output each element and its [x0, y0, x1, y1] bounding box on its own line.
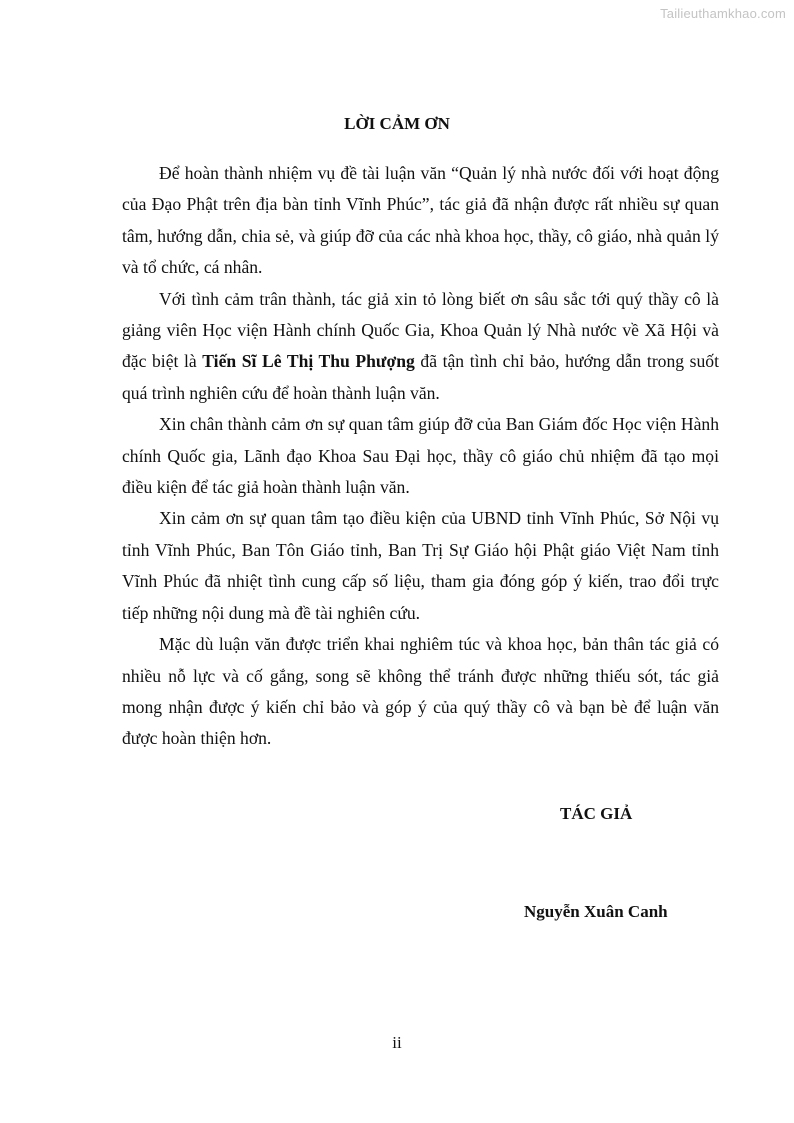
paragraph-2-end: đã tận tình chỉ bảo, hướng dẫn trong suốt quá trình nghiên cứu để hoàn thành luận văn.	[122, 351, 719, 403]
paragraph-4: Xin cảm ơn sự quan tâm tạo điều kiện của UBND tỉnh Vĩnh Phúc, Sở Nội vụ tỉnh Vĩnh Phúc, Ban Tôn Giáo tỉnh, Ban Trị Sự Giáo hội Phật giáo Việt Nam tỉnh Vĩnh Phúc đã nhiệt tình cung cấp số liệu, tham gia đóng góp ý kiến, trao đổi trực tiếp những nội dung mà đề tài nghiên cứu.	[122, 508, 719, 623]
watermark-text: Tailieuthamkhao.com	[660, 6, 786, 21]
paragraph-1: Để hoàn thành nhiệm vụ đề tài luận văn “Quản lý nhà nước đối với hoạt động của Đạo Phật trên địa bàn tỉnh Vĩnh Phúc”, tác giả đã nhận được rất nhiều sự quan tâm, hướng dẫn, chia sẻ, và giúp đỡ của các nhà khoa học, thầy, cô giáo, nhà quản lý và tổ chức, cá nhân.	[122, 163, 719, 278]
paragraph-2	[122, 284, 719, 410]
acknowledgement-body	[122, 158, 719, 755]
supervisor-name: Tiến Sĩ Lê Thị Thu Phượng	[202, 351, 415, 372]
page-number: ii	[392, 1033, 402, 1052]
paragraph-2-start: Với tình cảm trân thành, tác giả xin tỏ lòng biết ơn sâu sắc tới quý thầy cô là giảng viên Học viện Hành chính Quốc Gia, Khoa Quản lý Nhà nước về Xã Hội và đặc biệt là	[122, 288, 719, 372]
signature-role: TÁC GIẢ	[560, 804, 633, 823]
paragraph-3: Xin chân thành cảm ơn sự quan tâm giúp đỡ của Ban Giám đốc Học viện Hành chính Quốc gia, Lãnh đạo Khoa Sau Đại học, thầy cô giáo chủ nhiệm đã tạo mọi điều kiện để tác giả hoàn thành luận văn.	[122, 414, 719, 498]
page-title: LỜI CẢM ƠN	[344, 114, 450, 133]
paragraph-5: Mặc dù luận văn được triển khai nghiêm túc và khoa học, bản thân tác giả có nhiều nỗ lực và cố gắng, song sẽ không thể tránh được những thiếu sót, tác giả mong nhận được ý kiến chỉ bảo và góp ý của quý thầy cô và bạn bè để luận văn được hoàn thiện hơn.	[122, 634, 719, 749]
author-name: Nguyễn Xuân Canh	[524, 902, 668, 921]
